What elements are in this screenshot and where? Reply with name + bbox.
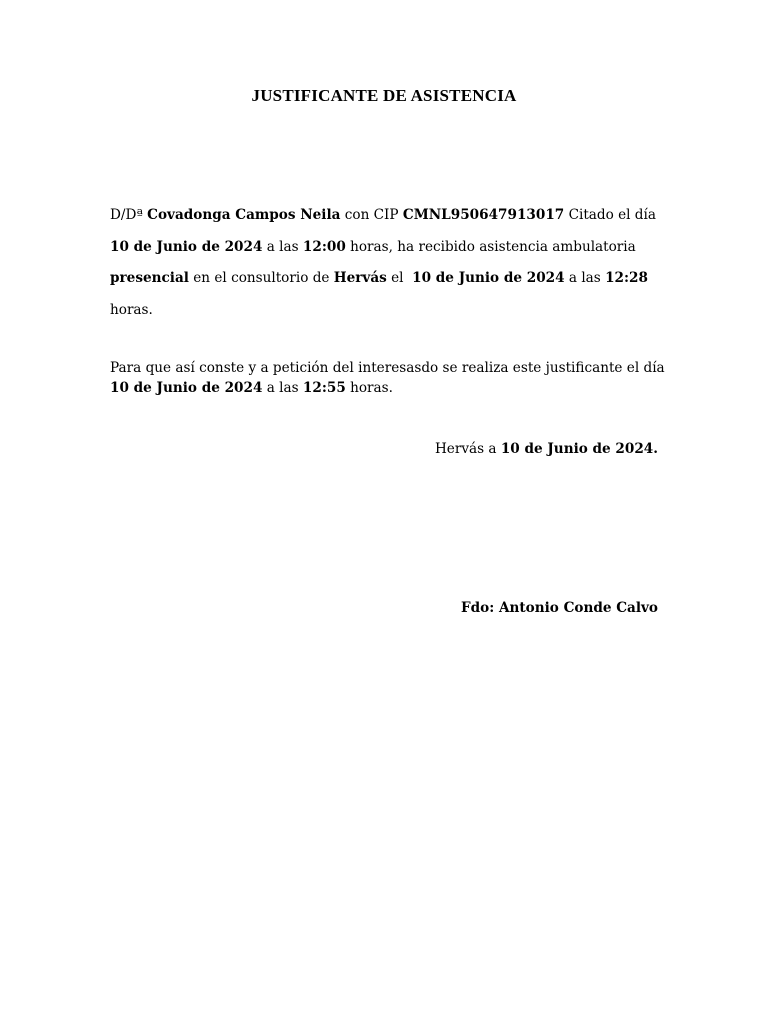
issue-date: 10 de Junio de 2024 <box>110 380 263 396</box>
issue-time: 12:55 <box>302 380 346 396</box>
location: Hervás <box>333 270 387 286</box>
issue-hours-end: horas. <box>345 380 393 396</box>
issue-paragraph <box>110 358 670 398</box>
attendance-date: 10 de Junio de 2024 <box>412 270 565 286</box>
at-label-2: a las <box>564 270 606 286</box>
place-date-line <box>435 441 658 457</box>
prefix-text: D/Dª <box>110 207 148 223</box>
document-title: JUSTIFICANTE DE ASISTENCIA <box>251 86 517 105</box>
received-text: horas, ha recibido asistencia ambulatoria <box>345 238 636 255</box>
place-prefix: Hervás a <box>434 441 501 457</box>
hours-end: horas. <box>110 301 153 318</box>
cip-label: con CIP <box>340 207 403 223</box>
issue-at-label: a las <box>262 380 303 396</box>
patient-name: Covadonga Campos Neila <box>147 207 341 223</box>
attendance-paragraph <box>110 200 670 326</box>
cip-value: CMNL950647913017 <box>402 207 565 223</box>
signature-line: Fdo: Antonio Conde Calvo <box>460 600 658 616</box>
appointment-date: 10 de Junio de 2024 <box>110 238 263 255</box>
cited-label: Citado el día <box>564 207 656 223</box>
modality: presencial <box>110 270 189 286</box>
office-text: en el consultorio de <box>188 270 334 286</box>
on-label: el <box>386 270 413 286</box>
appointment-time: 12:00 <box>302 238 346 255</box>
at-label: a las <box>262 238 303 255</box>
issue-text: Para que así conste y a petición del interesasdo se realiza este justificante el día <box>110 360 665 376</box>
attendance-time: 12:28 <box>605 270 648 286</box>
place-date: 10 de Junio de 2024. <box>500 441 658 457</box>
